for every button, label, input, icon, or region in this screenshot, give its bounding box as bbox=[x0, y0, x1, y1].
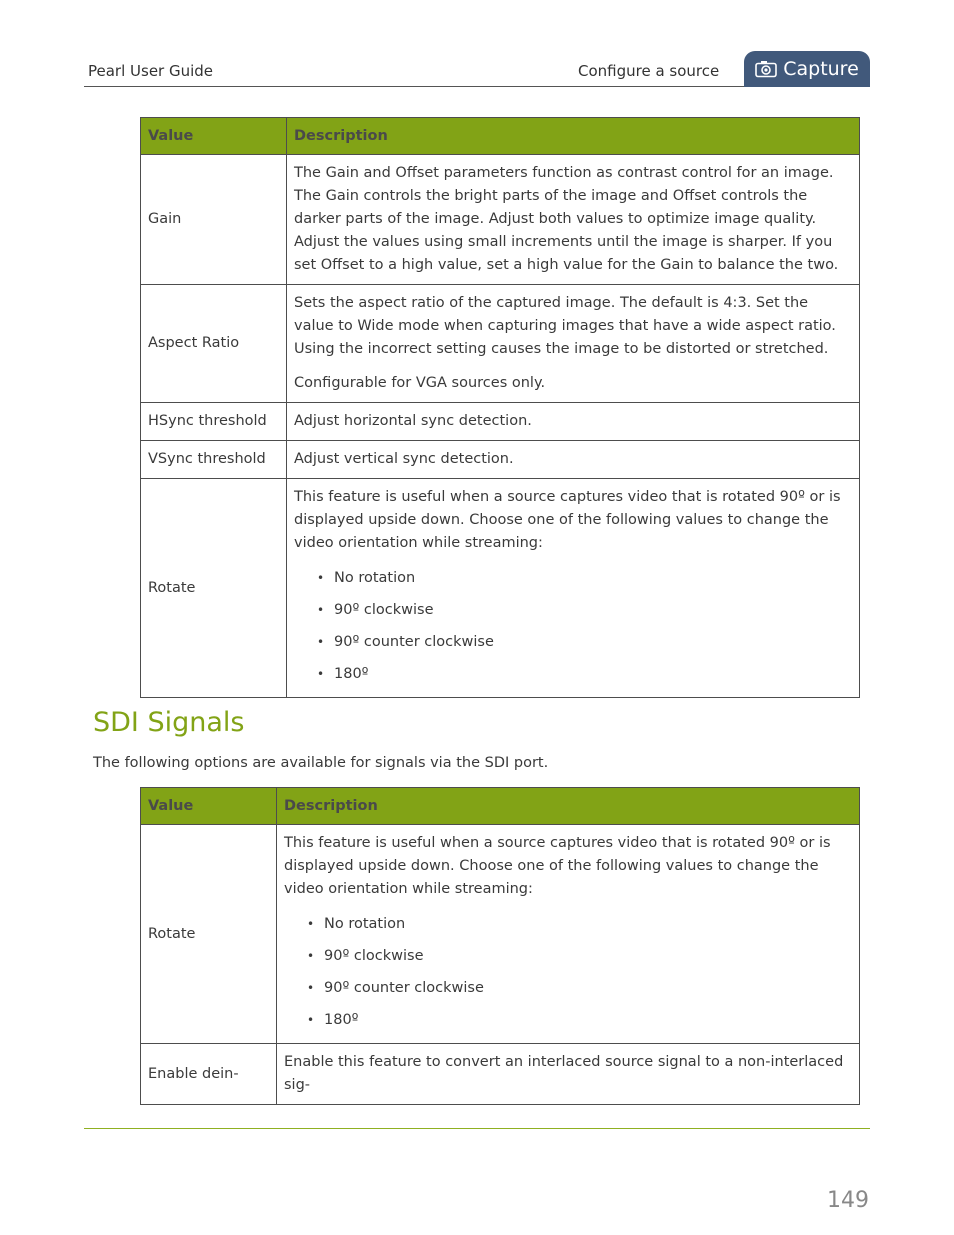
list-item: • 90º counter clockwise bbox=[334, 626, 852, 658]
section-title: Configure a source bbox=[578, 62, 720, 80]
table-row bbox=[141, 1044, 860, 1105]
footer-divider bbox=[84, 1128, 870, 1129]
table-row bbox=[141, 479, 860, 698]
row-value: HSync threshold bbox=[141, 403, 287, 441]
table-row bbox=[141, 825, 860, 1044]
value-column-header: Value bbox=[141, 788, 277, 825]
camera-icon bbox=[755, 60, 777, 78]
sdi-intro-text: The following options are available for signals via the SDI port. bbox=[93, 755, 549, 771]
value-column-header: Value bbox=[141, 118, 287, 155]
description-column-header: Description bbox=[287, 118, 860, 155]
row-description: This feature is useful when a source captures video that is rotated 90º or is displayed upside down. Choose one of the following values to change the video orientation while streaming: • No rotation • 90º clockwise • 90º counter clockwise • 180º bbox=[277, 825, 860, 1044]
row-description: Sets the aspect ratio of the captured image. The default is 4:3. Set the value to Wide mode when capturing images that have a wide aspect ratio. Using the incorrect setting causes the image to be distorted or stretched. Configurable for VGA sources only. bbox=[287, 285, 860, 403]
row-value: Aspect Ratio bbox=[141, 285, 287, 403]
list-item: • No rotation bbox=[324, 908, 852, 940]
table-row bbox=[141, 285, 860, 403]
capture-tab-label: Capture bbox=[783, 58, 859, 80]
table-row bbox=[141, 441, 860, 479]
row-value: Enable dein- bbox=[141, 1044, 277, 1105]
rotation-options-list bbox=[294, 562, 852, 690]
rotation-options-list bbox=[284, 908, 852, 1036]
list-item: • 180º bbox=[334, 658, 852, 690]
list-item: • 90º counter clockwise bbox=[324, 972, 852, 1004]
row-value: Gain bbox=[141, 155, 287, 285]
sdi-signals-heading: SDI Signals bbox=[93, 707, 245, 738]
row-description: This feature is useful when a source captures video that is rotated 90º or is displayed upside down. Choose one of the following values to change the video orientation while streaming: • No rotation • 90º clockwise • 90º counter clockwise • 180º bbox=[287, 479, 860, 698]
list-item: • 90º clockwise bbox=[324, 940, 852, 972]
row-value: Rotate bbox=[141, 479, 287, 698]
list-item: • No rotation bbox=[334, 562, 852, 594]
row-description: The Gain and Offset parameters function as contrast control for an image. The Gain controls the bright parts of the image and Offset controls the darker parts of the image. Adjust both values to optimize image quality. Adjust the values using small increments until the image is sharper. If you set Offset to a high value, set a high value for the Gain to balance the two. bbox=[287, 155, 860, 285]
row-value: VSync threshold bbox=[141, 441, 287, 479]
row-value: Rotate bbox=[141, 825, 277, 1044]
row-description: Enable this feature to convert an interlaced source signal to a non-interlaced sig- bbox=[277, 1044, 860, 1105]
guide-title: Pearl User Guide bbox=[88, 62, 214, 80]
table-row bbox=[141, 403, 860, 441]
table-header-row bbox=[141, 118, 860, 155]
description-column-header: Description bbox=[277, 788, 860, 825]
row-description: Adjust horizontal sync detection. bbox=[287, 403, 860, 441]
table-row bbox=[141, 155, 860, 285]
row-description: Adjust vertical sync detection. bbox=[287, 441, 860, 479]
table-header-row bbox=[141, 788, 860, 825]
source-options-table bbox=[140, 117, 860, 698]
list-item: • 90º clockwise bbox=[334, 594, 852, 626]
sdi-options-table bbox=[140, 787, 860, 1105]
page-number: 149 bbox=[827, 1188, 869, 1213]
list-item: • 180º bbox=[324, 1004, 852, 1036]
capture-tab[interactable] bbox=[744, 51, 870, 87]
row-note: Configurable for VGA sources only. bbox=[294, 375, 546, 391]
